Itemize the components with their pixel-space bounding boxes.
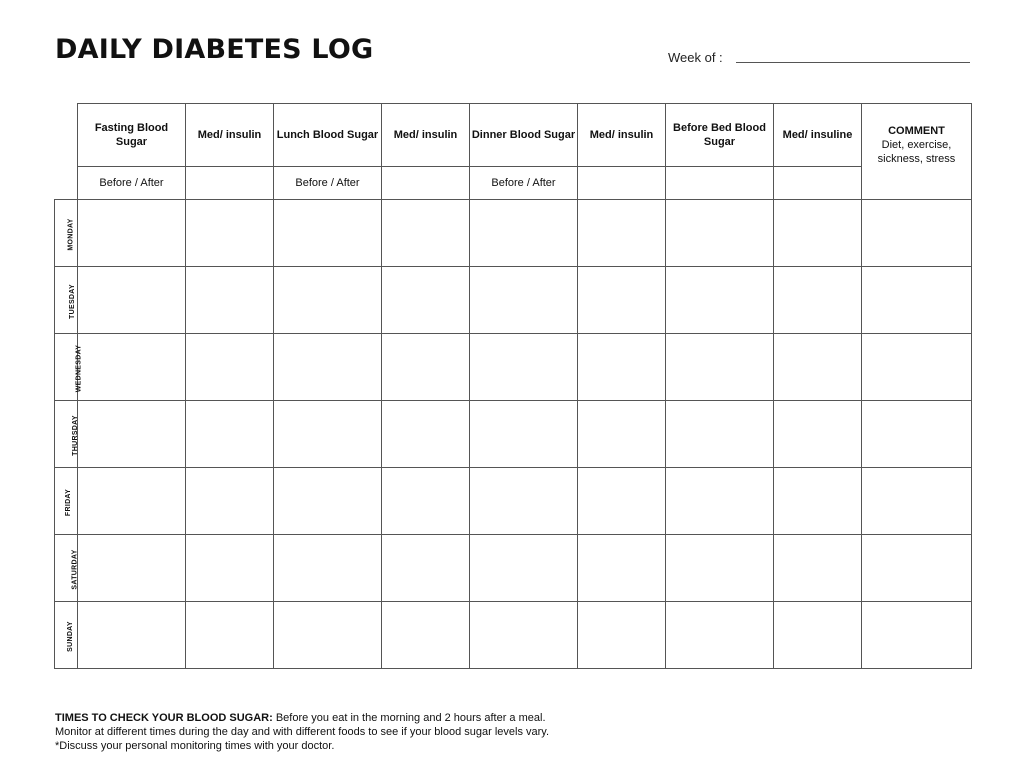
column-subheader (774, 167, 862, 200)
entry-cell[interactable] (774, 267, 862, 334)
entry-cell[interactable] (470, 468, 578, 535)
note-line1-text: Before you eat in the morning and 2 hours after a meal. (272, 712, 546, 724)
day-label-cell (55, 401, 78, 468)
entry-cell[interactable] (666, 401, 774, 468)
column-subheader: Before / After (274, 167, 382, 200)
column-subheader: Before / After (470, 167, 578, 200)
entry-cell[interactable] (666, 200, 774, 267)
entry-cell[interactable] (774, 200, 862, 267)
note-line-3: *Discuss your personal monitoring times with your doctor. (55, 740, 335, 752)
column-header: Fasting Blood Sugar (78, 104, 186, 167)
day-label-cell (55, 535, 78, 602)
corner-blank (55, 104, 78, 200)
week-of-field[interactable] (736, 62, 970, 63)
entry-cell[interactable] (470, 401, 578, 468)
column-subheader (186, 167, 274, 200)
entry-cell[interactable] (578, 334, 666, 401)
entry-cell[interactable] (578, 535, 666, 602)
entry-cell[interactable] (274, 535, 382, 602)
day-label: SUNDAY (66, 621, 74, 652)
day-label-cell (55, 334, 83, 401)
entry-cell[interactable] (862, 602, 972, 669)
entry-cell[interactable] (382, 535, 470, 602)
page-title: DAILY DIABETES LOG (55, 34, 374, 65)
entry-cell[interactable] (774, 334, 862, 401)
column-header: Med/ insulin (578, 104, 666, 167)
entry-cell[interactable] (862, 535, 972, 602)
entry-cell[interactable] (78, 200, 186, 267)
entry-cell[interactable] (470, 334, 578, 401)
entry-cell[interactable] (186, 535, 274, 602)
column-header: Med/ insulin (382, 104, 470, 167)
entry-cell[interactable] (862, 468, 972, 535)
column-header: Lunch Blood Sugar (274, 104, 382, 167)
day-row (55, 334, 972, 401)
entry-cell[interactable] (382, 468, 470, 535)
entry-cell[interactable] (578, 200, 666, 267)
entry-cell[interactable] (862, 200, 972, 267)
column-header: Before Bed Blood Sugar (666, 104, 774, 167)
entry-cell[interactable] (78, 267, 186, 334)
entry-cell[interactable] (274, 200, 382, 267)
header-row (55, 104, 972, 167)
entry-cell[interactable] (186, 200, 274, 267)
column-header: Med/ insuline (774, 104, 862, 167)
note-heading: TIMES TO CHECK YOUR BLOOD SUGAR: (55, 712, 273, 724)
day-label: FRIDAY (65, 488, 73, 517)
entry-cell[interactable] (78, 401, 186, 468)
entry-cell[interactable] (382, 602, 470, 669)
comment-header (862, 104, 972, 200)
entry-cell[interactable] (382, 334, 470, 401)
comment-title: COMMENT (888, 125, 945, 137)
entry-cell[interactable] (382, 200, 470, 267)
day-row (55, 200, 972, 267)
day-label: MONDAY (67, 218, 75, 251)
entry-cell[interactable] (578, 267, 666, 334)
entry-cell[interactable] (666, 468, 774, 535)
entry-cell[interactable] (78, 535, 186, 602)
day-row (55, 401, 972, 468)
day-label: WEDNESDAY (75, 344, 83, 393)
entry-cell[interactable] (274, 401, 382, 468)
entry-cell[interactable] (774, 535, 862, 602)
day-row (55, 468, 972, 535)
entry-cell[interactable] (666, 535, 774, 602)
entry-cell[interactable] (774, 602, 862, 669)
column-subheader (578, 167, 666, 200)
day-label-cell (55, 200, 78, 267)
entry-cell[interactable] (774, 401, 862, 468)
day-row (55, 535, 972, 602)
column-subheader: Before / After (78, 167, 186, 200)
entry-cell[interactable] (862, 334, 972, 401)
day-label: SATURDAY (71, 549, 79, 590)
entry-cell[interactable] (186, 334, 274, 401)
entry-cell[interactable] (274, 267, 382, 334)
column-header: Dinner Blood Sugar (470, 104, 578, 167)
entry-cell[interactable] (186, 267, 274, 334)
entry-cell[interactable] (470, 200, 578, 267)
entry-cell[interactable] (578, 468, 666, 535)
column-subheader (382, 167, 470, 200)
entry-cell[interactable] (274, 334, 382, 401)
entry-cell[interactable] (470, 602, 578, 669)
day-label-cell (55, 267, 78, 334)
entry-cell[interactable] (862, 267, 972, 334)
entry-cell[interactable] (774, 468, 862, 535)
day-row (55, 602, 972, 669)
entry-cell[interactable] (78, 334, 186, 401)
diabetes-log-table (54, 103, 972, 669)
entry-cell[interactable] (666, 267, 774, 334)
comment-subtitle: Diet, exercise, sickness, stress (877, 139, 956, 165)
entry-cell[interactable] (862, 401, 972, 468)
entry-cell[interactable] (666, 602, 774, 669)
day-row (55, 267, 972, 334)
entry-cell[interactable] (186, 602, 274, 669)
week-of-label: Week of : (668, 50, 723, 65)
entry-cell[interactable] (186, 468, 274, 535)
note-line-2: Monitor at different times during the day and with different foods to see if your blood sugar levels vary. (55, 726, 550, 738)
entry-cell[interactable] (470, 267, 578, 334)
entry-cell[interactable] (382, 401, 470, 468)
note-line-1 (55, 711, 955, 725)
entry-cell[interactable] (470, 535, 578, 602)
day-label: TUESDAY (68, 284, 76, 319)
entry-cell[interactable] (578, 602, 666, 669)
day-label-cell (55, 602, 78, 669)
day-rows (55, 200, 972, 669)
entry-cell[interactable] (78, 602, 186, 669)
entry-cell[interactable] (274, 468, 382, 535)
entry-cell[interactable] (186, 401, 274, 468)
entry-cell[interactable] (382, 267, 470, 334)
day-label-cell (55, 468, 78, 535)
day-label: THURSDAY (71, 415, 79, 456)
entry-cell[interactable] (274, 602, 382, 669)
instructions-note (55, 711, 955, 753)
entry-cell[interactable] (666, 334, 774, 401)
subheader-row (55, 167, 972, 200)
column-header: Med/ insulin (186, 104, 274, 167)
column-subheader (666, 167, 774, 200)
entry-cell[interactable] (578, 401, 666, 468)
entry-cell[interactable] (78, 468, 186, 535)
